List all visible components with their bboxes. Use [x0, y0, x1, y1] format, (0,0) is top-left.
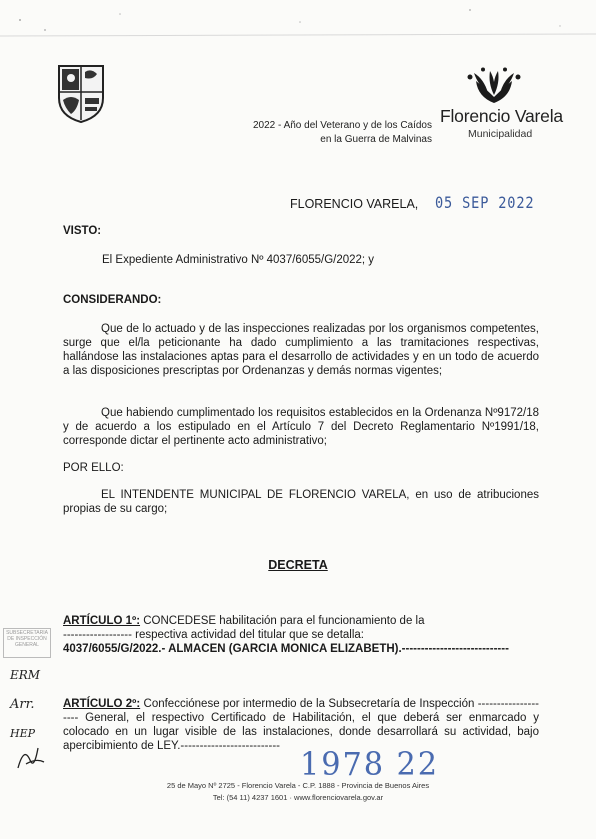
motto-line-2: en la Guerra de Malvinas [320, 134, 432, 145]
article-1-line-3: 4037/6055/G/2022.- ALMACEN (GARCIA MONICA ELIZABETH).---------------------------- [63, 643, 509, 655]
article-1-line-2: ------------------ respectiva actividad del titular que se detalla: [63, 629, 364, 641]
flower-logo-icon [466, 67, 522, 105]
article-2-line-2: -------------------- General, el respectivo Certificado de Habilitación, el que deberá ser enmarcado y colocado en un lugar visible de las instalaciones, donde desarrollará su actividad, bajo apercibimiento de LEY.-------------------------- [63, 698, 539, 752]
initials-erm: ERM [10, 668, 41, 682]
considerando-heading: CONSIDERANDO: [63, 294, 162, 306]
footer-contact: Tel: (54 11) 4237 1601 · www.florenciovarela.gov.ar [212, 793, 384, 802]
footer-address: 25 de Mayo Nº 2725 - Florencio Varela - C.P. 1888 - Provincia de Buenos Aires [166, 781, 430, 790]
municipal-seal-icon [55, 62, 107, 124]
date-stamp: 05 SEP 2022 [435, 193, 535, 212]
visto-heading: VISTO: [63, 225, 102, 237]
initials-hep: HEP [10, 727, 36, 740]
year-motto [236, 119, 432, 147]
inspection-stamp: SUBSECRETARIA DE INSPECCIÓN GENERAL [3, 628, 51, 658]
visto-text: El Expediente Administrativo Nº 4037/6055/G/2022; y [102, 254, 375, 266]
scan-edge-noise [0, 0, 596, 40]
considerando-paragraph-1: Que de lo actuado y de las inspecciones realizadas por los organismos competentes, surge que el/la peticionante ha dado cumplimiento a las tramitaciones respectivas, hallándose las instalaciones aptas para el desarrollo de actividades y en un todo de acuerdo a las disposiciones prescriptas por Ordenanzas y demás normas vigentes; [63, 323, 539, 377]
considerando-paragraph-2: Que habiendo cumplimentado los requisitos establecidos en la Ordenanza Nº9172/18 y de acuerdo a los estipulado en el Artículo 7 del Decreto Reglamentario Nº1991/18, corresponde dictar el pertinente acto administrativo; [63, 407, 539, 447]
motto-line-1: 2022 - Año del Veterano y de los Caídos [252, 120, 432, 131]
initials-arr: Arr. [10, 697, 35, 712]
signature-scribble [14, 742, 48, 772]
article-2-title: ARTÍCULO 2º: [63, 698, 141, 710]
intendente-paragraph: EL INTENDENTE MUNICIPAL DE FLORENCIO VARELA, en uso de atribuciones propias de su cargo; [63, 489, 539, 515]
place-label: FLORENCIO VARELA, [290, 197, 419, 211]
decree-number-stamp: 1978 22 [300, 745, 440, 783]
brand-subtitle: Municipalidad [468, 128, 533, 140]
article-1-line-1: CONCEDESE habilitación para el funcionamiento de la [143, 615, 425, 627]
article-2-line-1: Confecciónese por intermedio de la Subsecretaría de Inspección [143, 698, 475, 710]
brand-name: Florencio Varela [440, 106, 563, 126]
article-1-title: ARTÍCULO 1º: [63, 615, 141, 627]
article-1 [63, 614, 539, 656]
decreta-heading: DECRETA [268, 558, 328, 572]
por-ello-heading: POR ELLO: [63, 462, 124, 474]
